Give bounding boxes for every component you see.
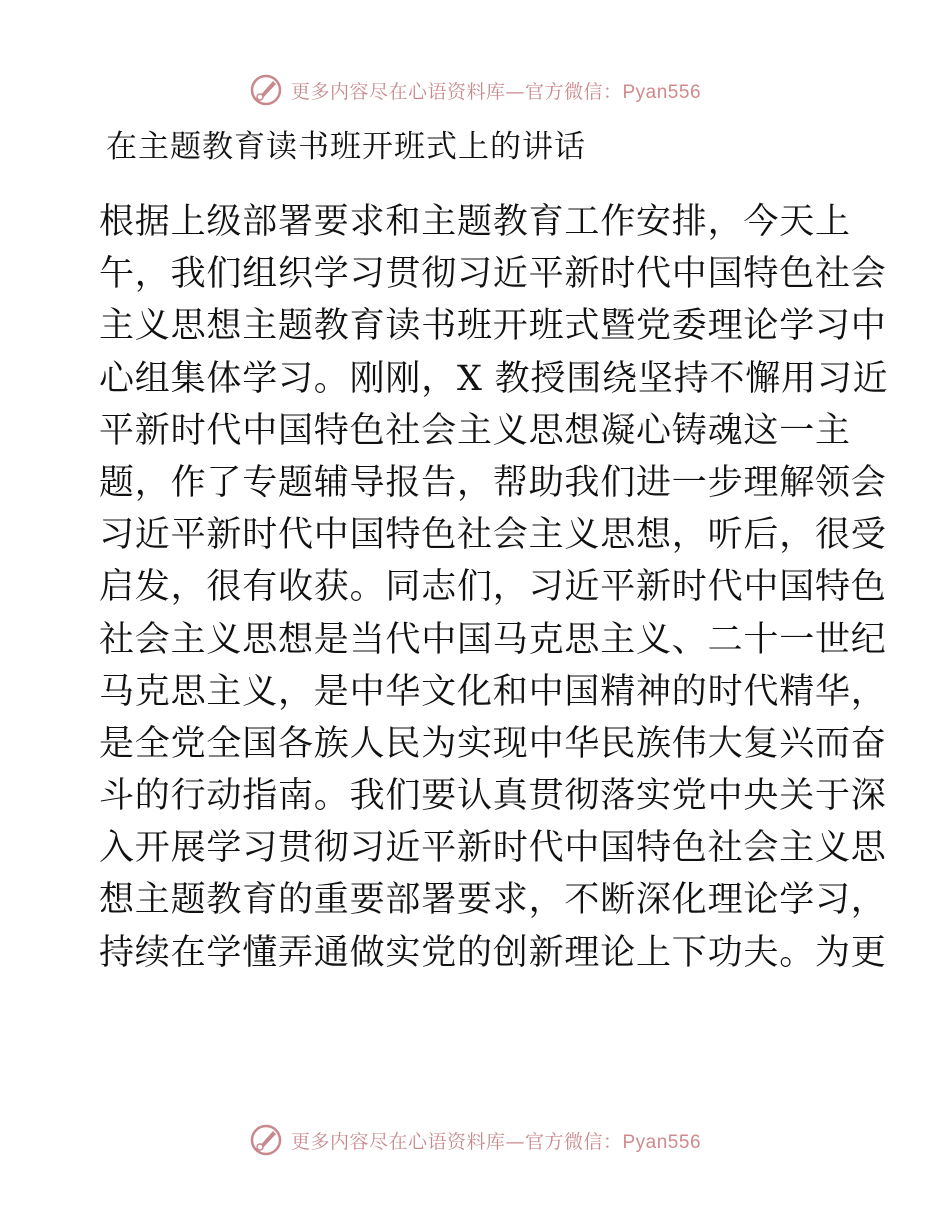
body-line: 社会主义思想是当代中国马克思主义、二十一世纪 [99,619,887,660]
quill-pen-logo-icon [249,1123,283,1157]
body-line: 主义思想主题教育读书班开班式暨党委理论学习中 [99,306,887,347]
body-line: 题，作了专题辅导报告，帮助我们进一步理解领会 [99,462,887,503]
document-title: 在主题教育读书班开班式上的讲话 [106,129,586,165]
header-watermark [0,70,950,110]
wechat-id: Pyan556 [622,81,702,103]
body-line: 平新时代中国特色社会主义思想凝心铸魂这一主 [99,410,851,451]
body-line: 习近平新时代中国特色社会主义思想，听后，很受 [99,515,887,556]
watermark-text: 更多内容尽在心语资料库—官方微信：Pyan556 [290,1130,702,1153]
body-line: 入开展学习贯彻习近平新时代中国特色社会主义思 [99,828,887,869]
body-line: 是全党全国各族人民为实现中华民族伟大复兴而奋 [99,723,887,764]
body-line: 马克思主义，是中华文化和中国精神的时代精华， [99,671,887,712]
watermark-text: 更多内容尽在心语资料库—官方微信：Pyan556 [290,80,702,103]
body-line: 想主题教育的重要部署要求，不断深化理论学习， [99,880,887,921]
footer-watermark [0,1120,950,1160]
quill-pen-logo-icon [249,73,283,107]
body-line: 持续在学懂弄通做实党的创新理论上下功夫。为更 [99,932,887,973]
wechat-id: Pyan556 [622,1131,702,1153]
body-line: 斗的行动指南。我们要认真贯彻落实党中央关于深 [99,776,887,817]
body-line: 心组集体学习。刚刚，X 教授围绕坚持不懈用习近 [99,358,889,399]
document-body [99,196,889,979]
body-line: 启发，很有收获。同志们，习近平新时代中国特色 [99,567,887,608]
body-line: 根据上级部署要求和主题教育工作安排，今天上 [99,202,851,242]
body-line: 午，我们组织学习贯彻习近平新时代中国特色社会 [99,254,887,295]
